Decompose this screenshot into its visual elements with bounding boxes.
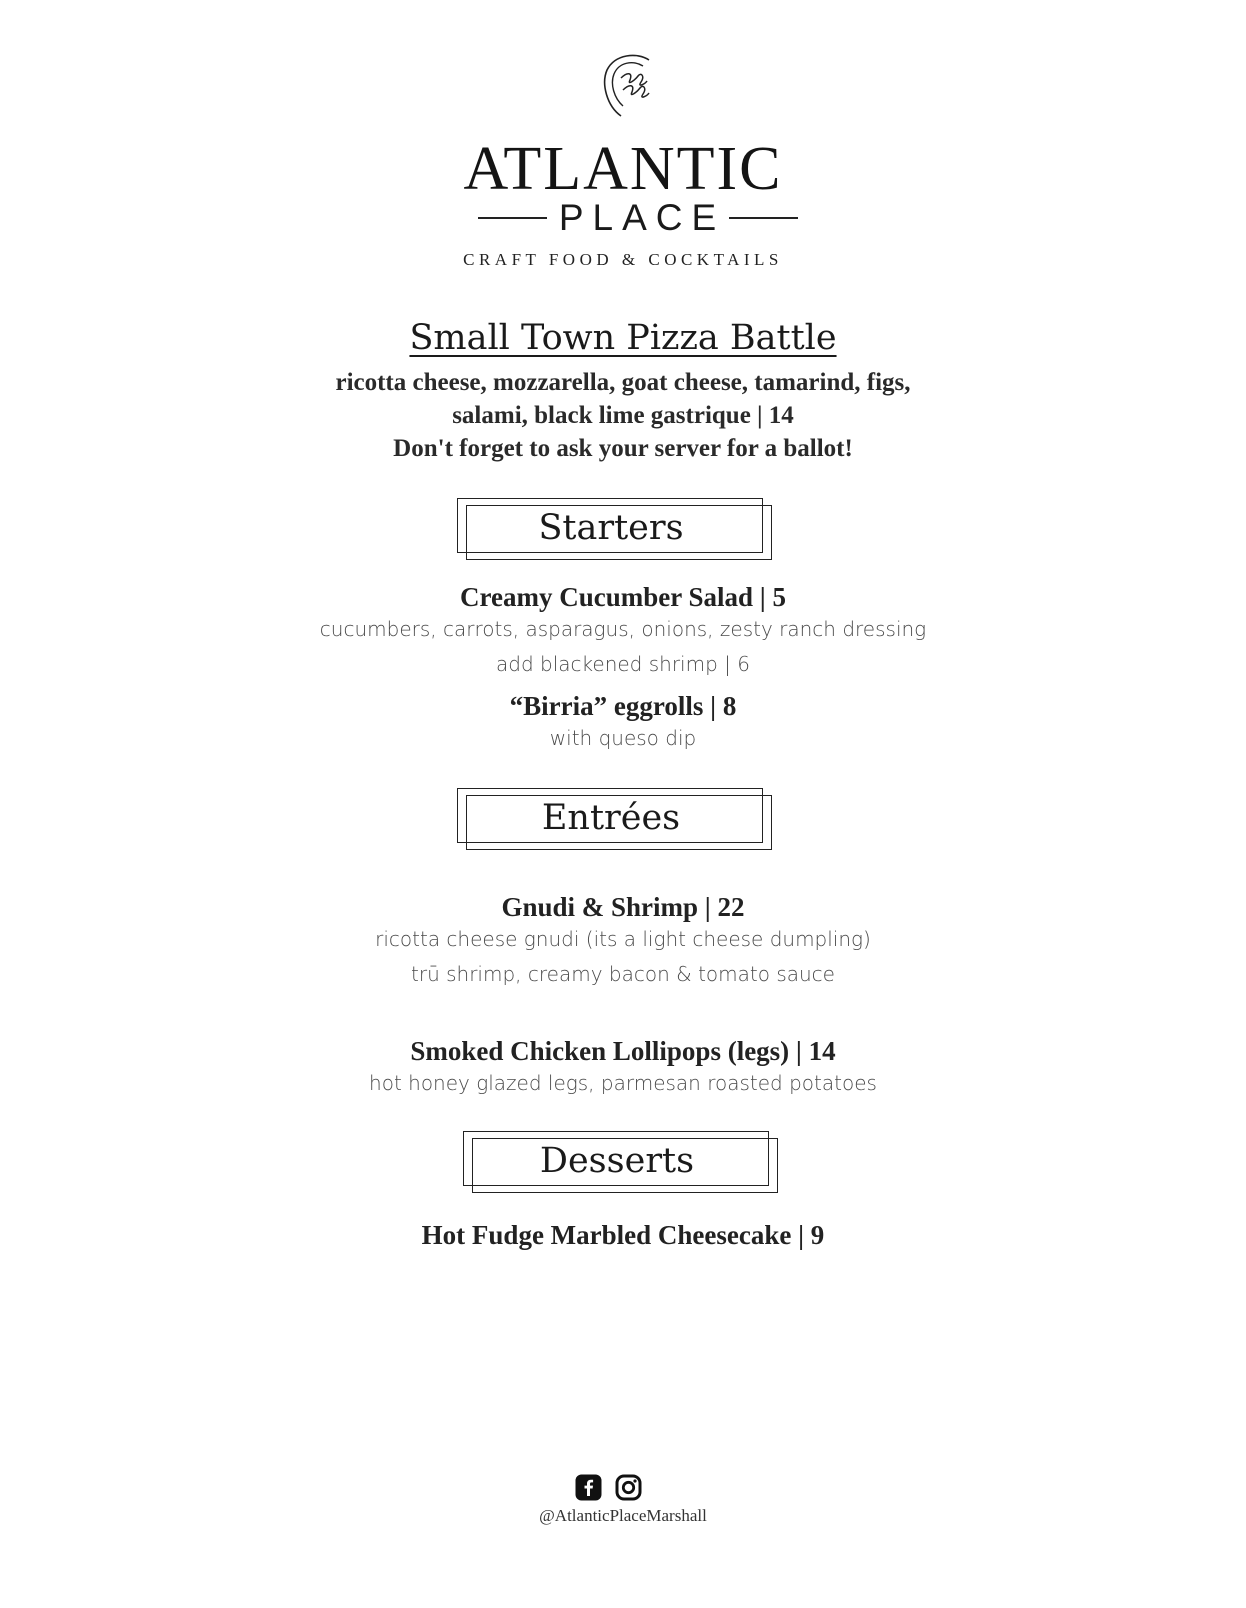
section-title-starters: Starters <box>538 508 684 548</box>
section-header-entrees <box>457 788 765 846</box>
menu-item-desc: trū shrimp, creamy bacon & tomato sauce <box>411 962 835 986</box>
menu-item-desc: hot honey glazed legs, parmesan roasted potatoes <box>369 1071 877 1095</box>
swirl-logo-icon <box>597 50 663 126</box>
section-header-starters <box>457 498 765 556</box>
social-icons <box>575 1474 645 1502</box>
brand-name: ATLANTIC <box>463 135 783 203</box>
menu-item-name: Gnudi & Shrimp | 22 <box>501 892 745 922</box>
brand-tagline: CRAFT FOOD & COCKTAILS <box>463 250 783 269</box>
feature-desc-line-2: salami, black lime gastrique | 14 <box>452 402 794 429</box>
menu-item-name: Hot Fudge Marbled Cheesecake | 9 <box>421 1220 825 1250</box>
feature-ballot-note: Don't forget to ask your server for a ballot! <box>393 435 853 462</box>
menu-item-name: “Birria” eggrolls | 8 <box>509 691 737 721</box>
feature-desc-line-1: ricotta cheese, mozzarella, goat cheese, tamarind, figs, <box>335 369 911 396</box>
facebook-icon[interactable] <box>575 1474 602 1501</box>
menu-item-name: Smoked Chicken Lollipops (legs) | 14 <box>410 1036 836 1066</box>
divider-right <box>729 217 798 219</box>
brand-sub: PLACE <box>558 197 726 238</box>
feature-title: Small Town Pizza Battle <box>409 318 837 358</box>
section-header-desserts <box>463 1131 771 1189</box>
section-title-entrees: Entrées <box>541 798 681 838</box>
menu-item-desc: ricotta cheese gnudi (its a light cheese dumpling) <box>375 927 871 951</box>
brand-place-row <box>478 196 798 240</box>
menu-item-addon: add blackened shrimp | 6 <box>496 652 750 676</box>
section-title-desserts: Desserts <box>539 1141 695 1181</box>
divider-left <box>478 217 547 219</box>
menu-item-desc: with queso dip <box>549 726 697 750</box>
menu-item-desc: cucumbers, carrots, asparagus, onions, zesty ranch dressing <box>319 617 927 641</box>
menu-item-name: Creamy Cucumber Salad | 5 <box>460 582 786 612</box>
instagram-icon[interactable] <box>615 1474 642 1501</box>
social-handle[interactable]: @AtlanticPlaceMarshall <box>539 1506 707 1525</box>
